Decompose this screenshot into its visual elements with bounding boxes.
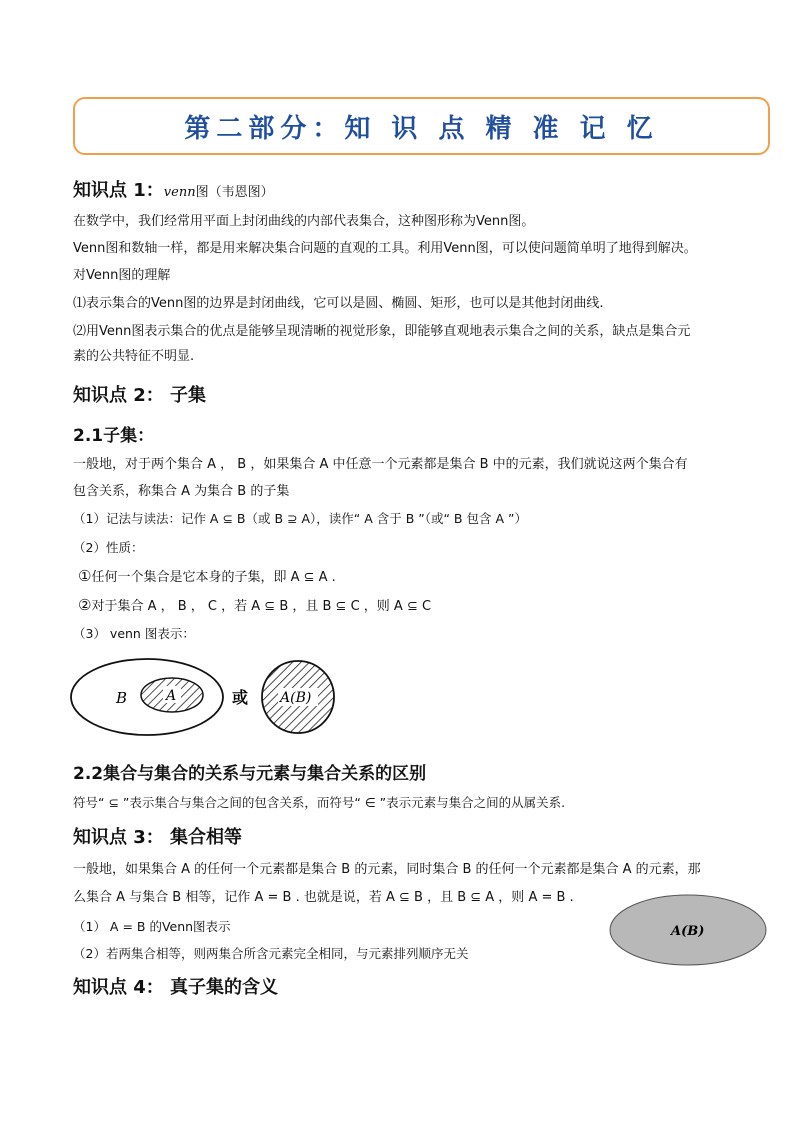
k4-heading: 知识点 4： 真子集的含义 (73, 977, 279, 998)
venn-subset-diagram (70, 655, 350, 740)
venn-equality-diagram (607, 893, 769, 968)
k2-property-2 (78, 596, 738, 616)
venn-or-text: 或 (232, 688, 249, 707)
property-1-text: 任何一个集合是它本身的子集，即 A ⊆ A . (91, 570, 336, 585)
venn-equal-label: A(B) (280, 690, 312, 706)
property-2-number: ② (78, 596, 92, 614)
k1-paragraph-1: 在数学中，我们经常用平面上封闭曲线的内部代表集合，这种图形称为Venn图。 (73, 214, 535, 229)
k2-subheading-2: 2.2集合与集合的关系与元素与集合关系的区别 (73, 764, 427, 784)
k3-paragraph-1a: 一般地，如果集合 A 的任何一个元素都是集合 B 的元素，同时集合 B 的任何一个元素都是集合 A 的元素，那 (73, 862, 701, 877)
k3-paragraph-2: （1） A = B 的Venn图表示 (73, 919, 231, 934)
k2-paragraph-4: （3） venn 图表示： (73, 626, 195, 641)
k1-paragraph-5b: 素的公共特征不明显. (73, 349, 195, 364)
k3-paragraph-1b: 么集合 A 与集合 B 相等，记作 A = B . 也就是说，若 A ⊆ B ，且 B ⊆ A ，则 A = B . (73, 890, 574, 905)
property-1-number: ① (78, 567, 92, 585)
k2-paragraph-2: （1）记法与读法：记作 A ⊆ B（或 B ⊇ A），读作“ A 含于 B ”（或“ B 包含 A ”） (73, 511, 527, 526)
k2-paragraph-3: （2）性质： (73, 540, 144, 555)
k1-heading (73, 176, 274, 202)
k1-heading-term: venn (163, 185, 196, 200)
k2-paragraph-1b: 包含关系，称集合 A 为集合 B 的子集 (73, 484, 290, 499)
equality-label: A(B) (671, 924, 705, 939)
k3-heading: 知识点 3： 集合相等 (73, 827, 243, 848)
section-banner (73, 97, 770, 155)
k2-subheading-1: 2.1子集： (73, 426, 155, 446)
k1-paragraph-2: Venn图和数轴一样，都是用来解决集合问题的直观的工具。利用Venn图，可以使问题简单明了地得到解决。 (73, 241, 697, 256)
k1-paragraph-3: 对Venn图的理解 (73, 268, 171, 283)
property-2-text: 对于集合 A ， B ， C ，若 A ⊆ B ，且 B ⊆ C ，则 A ⊆ C (91, 599, 432, 614)
k1-heading-label: 知识点 1： (73, 180, 164, 201)
venn-outer-label: B (116, 689, 128, 707)
banner-title: 第二部分：知 识 点 精 准 记 忆 (184, 113, 659, 144)
k2-heading: 知识点 2： 子集 (73, 385, 207, 406)
k2-paragraph-1a: 一般地，对于两个集合 A ， B ，如果集合 A 中任意一个元素都是集合 B 中的元素，我们就说这两个集合有 (73, 457, 688, 472)
k2-paragraph-5: 符号“ ⊆ ”表示集合与集合之间的包含关系，而符号“ ∈ ”表示元素与集合之间的从属关系. (73, 795, 566, 810)
venn-inner-label: A (166, 688, 177, 704)
k1-paragraph-4: ⑴表示集合的Venn图的边界是封闭曲线，它可以是圆、椭圆、矩形，也可以是其他封闭曲线. (73, 296, 604, 311)
k1-heading-rest: 图（韦恩图） (195, 185, 274, 200)
k3-paragraph-3: （2）若两集合相等，则两集合所含元素完全相同，与元素排列顺序无关 (73, 946, 469, 961)
k2-property-1 (78, 567, 738, 587)
k1-paragraph-5a: ⑵用Venn图表示集合的优点是能够呈现清晰的视觉形象，即能够直观地表示集合之间的关系，缺点是集合元 (73, 324, 691, 339)
